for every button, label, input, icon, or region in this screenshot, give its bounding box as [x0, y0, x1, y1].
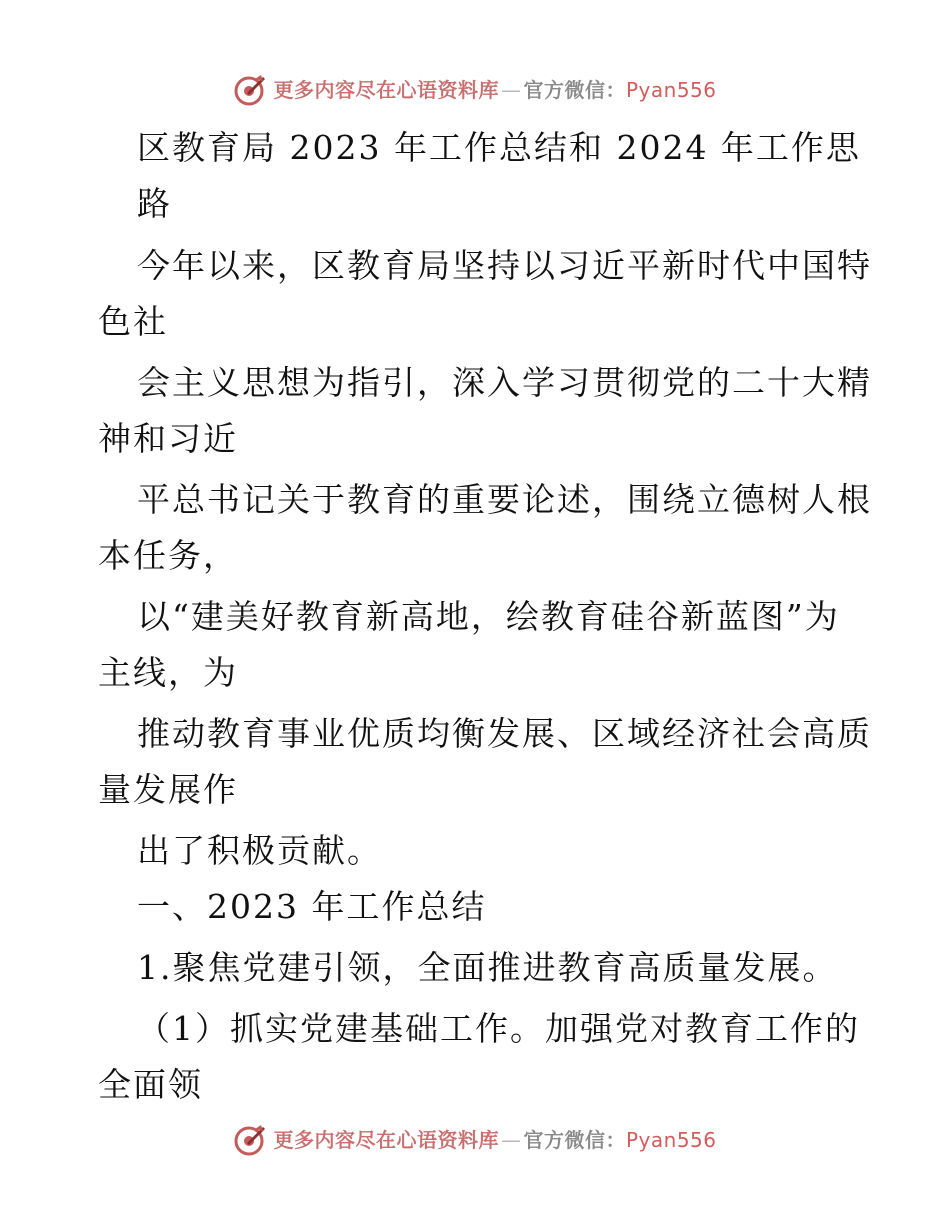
doc-paragraph-line: 量发展作	[98, 770, 238, 809]
doc-paragraph-line: （1）抓实党建基础工作。加强党对教育工作的	[137, 1009, 860, 1048]
doc-paragraph-line: 推动教育事业优质均衡发展、区域经济社会高质	[137, 714, 872, 753]
doc-section-heading: 一、2023 年工作总结	[137, 887, 487, 926]
doc-paragraph-line: 本任务，	[98, 536, 238, 575]
doc-paragraph-line: 今年以来，区教育局坚持以习近平新时代中国特	[137, 246, 872, 285]
doc-title-line-1: 区教育局 2023 年工作总结和 2024 年工作思	[137, 128, 861, 167]
quill-logo-icon	[233, 1123, 267, 1157]
watermark-text	[273, 80, 716, 100]
doc-paragraph-line: 出了积极贡献。	[137, 831, 382, 870]
watermark-library-text: 更多内容尽在心语资料库	[273, 78, 499, 102]
watermark-text	[273, 1130, 716, 1150]
watermark-wechat-label: 官方微信：	[523, 1128, 626, 1152]
doc-paragraph-line: 神和习近	[98, 419, 238, 458]
watermark-dash: —	[500, 1128, 522, 1152]
doc-paragraph-line: 色社	[98, 302, 168, 341]
watermark-wechat-id: Pyan556	[625, 1128, 717, 1152]
doc-subsection-heading: 1.聚焦党建引领，全面推进教育高质量发展。	[137, 948, 838, 987]
watermark-wechat-id: Pyan556	[625, 78, 717, 102]
doc-paragraph-line: 以“建美好教育新高地，绘教育硅谷新蓝图”为	[137, 597, 840, 636]
watermark-header	[0, 70, 950, 110]
doc-paragraph-line: 会主义思想为指引，深入学习贯彻党的二十大精	[137, 363, 872, 402]
doc-paragraph-line: 平总书记关于教育的重要论述，围绕立德树人根	[137, 480, 872, 519]
quill-logo-icon	[233, 73, 267, 107]
doc-paragraph-line: 主线，为	[98, 653, 238, 692]
doc-paragraph-line: 全面领	[98, 1065, 203, 1104]
doc-title-line-2: 路	[137, 184, 172, 223]
watermark-library-text: 更多内容尽在心语资料库	[273, 1128, 499, 1152]
watermark-wechat-label: 官方微信：	[523, 78, 626, 102]
watermark-footer	[0, 1120, 950, 1160]
watermark-dash: —	[500, 78, 522, 102]
